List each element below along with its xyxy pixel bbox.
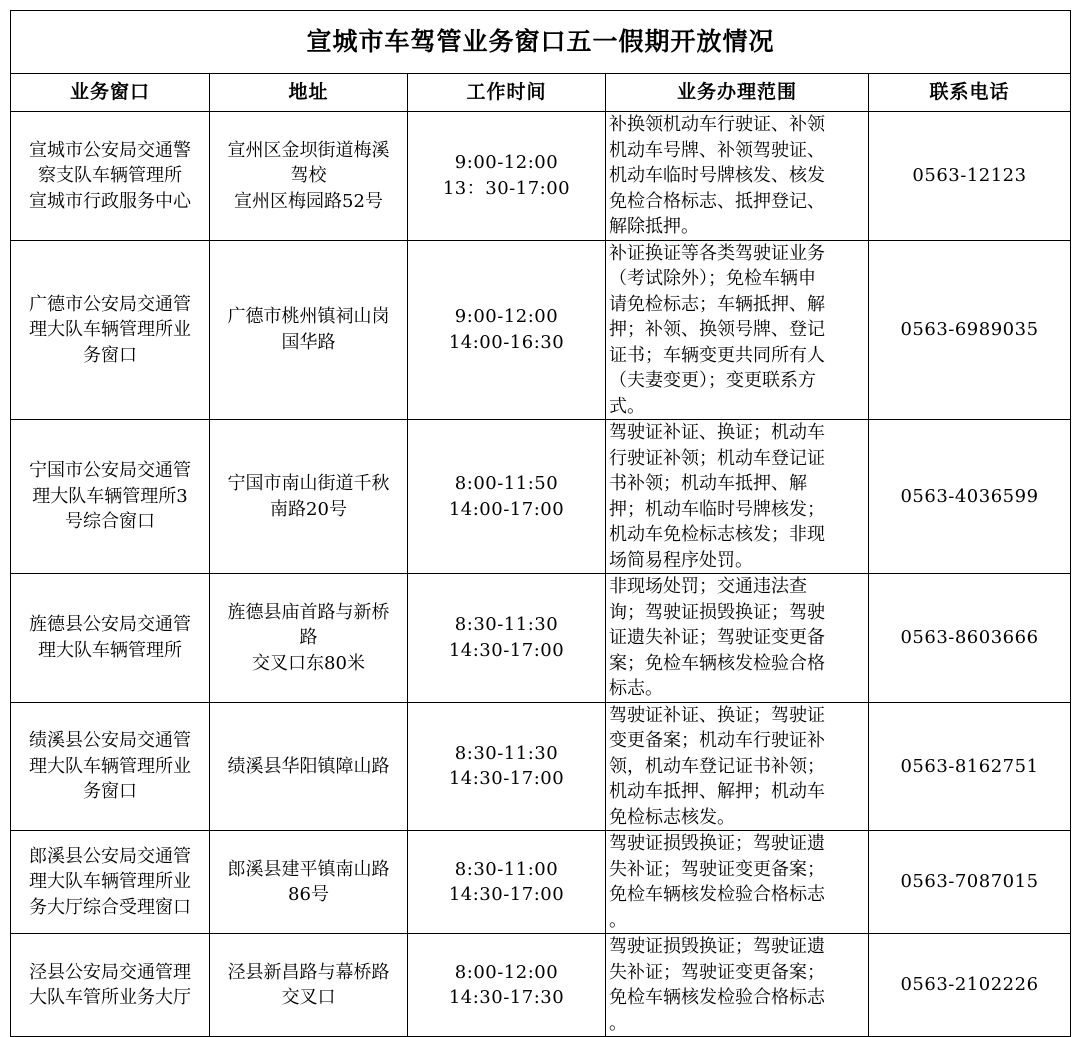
address-cell: [210, 420, 408, 574]
window-name-cell-line: 宣城市行政服务中心: [29, 190, 191, 212]
scope-cell-line: 书补领；机动车抵押、解: [609, 473, 807, 494]
scope-cell: [606, 112, 869, 241]
scope-cell-line: 标志。: [609, 678, 663, 699]
phone-cell: 0563-12123: [869, 112, 1071, 241]
hours-cell: [408, 240, 606, 420]
address-cell: [210, 831, 408, 934]
scope-cell-line: 非现场处罚；交通违法查: [609, 576, 807, 597]
phone-cell: 0563-8603666: [869, 574, 1071, 703]
window-name-cell-line: 宁国市公安局交通管: [29, 460, 191, 482]
window-name-cell-line: 绩溪县公安局交通管: [29, 730, 191, 751]
address-cell: [210, 112, 408, 241]
header-window: 业务窗口: [11, 74, 210, 112]
scope-cell-line: 驾驶证损毁换证；驾驶证遗: [609, 833, 825, 854]
hours-cell-line: 13：30-17:00: [442, 177, 571, 199]
scope-cell-line: 证书；车辆变更共同所有人: [609, 344, 825, 366]
address-cell-line: 绩溪县华阳镇障山路: [227, 755, 390, 777]
scope-cell-line: 驾驶证补证、换证；机动车: [609, 422, 825, 443]
window-name-cell: [11, 702, 210, 831]
header-hours: 工作时间: [408, 74, 606, 112]
table-row: [11, 420, 1071, 574]
scope-cell-line: 免检车辆核发检验合格标志: [609, 987, 825, 1008]
scope-cell-line: 解除抵押。: [609, 216, 699, 237]
address-cell-line: 宁国市南山街道千秋: [227, 473, 390, 494]
window-name-cell-line: 理大队车辆管理所: [38, 639, 182, 661]
hours-cell: [408, 702, 606, 831]
window-name-cell: [11, 574, 210, 703]
hours-cell-line: 14:30-17:00: [448, 884, 565, 905]
scope-cell-line: 。: [609, 909, 627, 931]
window-name-cell-line: 宣城市公安局交通警: [29, 139, 191, 161]
scope-cell-line: 驾驶证损毁换证；驾驶证遗: [609, 936, 825, 957]
phone-cell: 0563-4036599: [869, 420, 1071, 574]
header-row: [11, 74, 1071, 112]
window-name-cell: [11, 112, 210, 241]
window-name-cell-line: 理大队车辆管理所业: [29, 319, 191, 340]
scope-cell-line: 领，机动车登记证书补领；: [609, 755, 825, 777]
window-name-cell-line: 郎溪县公安局交通管: [29, 845, 191, 867]
hours-cell-line: 9:00-12:00: [454, 306, 559, 328]
scope-cell-line: 免检标志核发。: [609, 806, 735, 828]
scope-cell-line: 补证换证等各类驾驶证业务: [609, 242, 825, 264]
hours-cell-line: 8:30-11:30: [454, 742, 559, 764]
hours-cell: [408, 112, 606, 241]
hours-cell-line: 14:00-17:00: [448, 498, 565, 520]
scope-cell-line: 式。: [609, 395, 645, 417]
scope-cell-line: 场简易程序处罚。: [609, 549, 753, 571]
address-cell-line: 广德市桃州镇祠山岗: [227, 306, 390, 328]
table-row: [11, 112, 1071, 241]
scope-cell: [606, 420, 869, 574]
scope-cell-line: 机动车免检标志核发；非现: [609, 524, 825, 545]
window-name-cell-line: 理大队车辆管理所3: [32, 485, 188, 507]
address-cell-line: 宣州区梅园路52号: [234, 190, 383, 212]
address-cell-line: 南路20号: [270, 498, 347, 520]
window-name-cell-line: 务大厅综合受理窗口: [29, 896, 191, 918]
scope-cell: [606, 831, 869, 934]
scope-cell: [606, 574, 869, 703]
address-cell-line: 路: [299, 627, 318, 648]
scope-cell-line: 押；机动车临时号牌核发；: [609, 498, 825, 520]
table-title: 宣城市车驾管业务窗口五一假期开放情况: [11, 11, 1071, 74]
scope-cell-line: 案；免检车辆核发检验合格: [609, 652, 825, 674]
windows-table: [10, 10, 1071, 1037]
window-name-cell-line: 广德市公安局交通管: [29, 293, 191, 315]
scope-cell: [606, 934, 869, 1037]
address-cell-line: 交叉口: [281, 987, 336, 1008]
address-cell-line: 86号: [288, 884, 329, 905]
scope-cell-line: 补换领机动车行驶证、补领: [609, 114, 825, 135]
scope-cell-line: （考试除外）；免检车辆申: [609, 268, 816, 289]
window-name-cell-line: 理大队车辆管理所业: [29, 755, 191, 777]
window-name-cell: [11, 934, 210, 1037]
address-cell-line: 旌德县庙首路与新桥: [227, 601, 390, 623]
hours-cell: [408, 420, 606, 574]
hours-cell-line: 14:30-17:00: [448, 768, 565, 790]
window-name-cell-line: 务窗口: [83, 781, 137, 802]
scope-cell-line: 。: [609, 1012, 627, 1034]
hours-cell: [408, 574, 606, 703]
scope-cell: [606, 702, 869, 831]
scope-cell-line: 变更备案；机动车行驶证补: [609, 730, 825, 751]
table-row: [11, 574, 1071, 703]
scope-cell-line: 失补证；驾驶证变更备案；: [609, 858, 825, 880]
address-cell-line: 郎溪县建平镇南山路: [227, 858, 390, 880]
hours-cell-line: 9:00-12:00: [454, 152, 559, 174]
window-name-cell-line: 号综合窗口: [65, 511, 155, 533]
scope-cell-line: 机动车号牌、补领驾驶证、: [609, 139, 825, 161]
header-phone: 联系电话: [869, 74, 1071, 112]
scope-cell-line: 行驶证补领；机动车登记证: [609, 447, 825, 469]
scope-cell-line: 免检合格标志、抵押登记、: [609, 190, 825, 212]
window-name-cell: [11, 831, 210, 934]
scope-cell-line: 证遗失补证；驾驶证变更备: [609, 627, 825, 648]
header-scope: 业务办理范围: [606, 74, 869, 112]
table-row: [11, 240, 1071, 420]
window-name-cell-line: 泾县公安局交通管理: [29, 961, 191, 983]
scope-cell-line: 驾驶证补证、换证；驾驶证: [609, 704, 825, 726]
phone-cell: 0563-2102226: [869, 934, 1071, 1037]
window-name-cell-line: 务窗口: [83, 344, 137, 366]
window-name-cell-line: 理大队车辆管理所业: [29, 871, 191, 893]
hours-cell-line: 14:30-17:00: [448, 639, 565, 661]
scope-cell-line: 免检车辆核发检验合格标志: [609, 884, 825, 905]
hours-cell-line: 8:00-12:00: [454, 961, 559, 983]
scope-cell-line: 失补证；驾驶证变更备案；: [609, 961, 825, 983]
address-cell-line: 国华路: [281, 331, 336, 353]
table-row: [11, 702, 1071, 831]
address-cell: [210, 934, 408, 1037]
hours-cell-line: 14:30-17:30: [448, 987, 565, 1008]
hours-cell-line: 14:00-16:30: [448, 331, 565, 353]
table-row: [11, 934, 1071, 1037]
address-cell-line: 交叉口东80米: [252, 652, 365, 674]
address-cell: [210, 574, 408, 703]
scope-cell-line: 押；补领、换领号牌、登记: [609, 319, 825, 340]
address-cell-line: 驾校: [290, 165, 327, 186]
scope-cell-line: 询；驾驶证损毁换证；驾驶: [609, 601, 825, 623]
window-name-cell: [11, 420, 210, 574]
header-address: 地址: [210, 74, 408, 112]
address-cell-line: 宣州区金坝街道梅溪: [227, 139, 390, 161]
hours-cell-line: 8:00-11:50: [454, 473, 559, 494]
table-row: [11, 831, 1071, 934]
hours-cell: [408, 831, 606, 934]
window-name-cell: [11, 240, 210, 420]
window-name-cell-line: 察支队车辆管理所: [38, 165, 182, 186]
hours-cell-line: 8:30-11:30: [454, 614, 559, 636]
address-cell: [210, 240, 408, 420]
window-name-cell-line: 旌德县公安局交通管: [29, 614, 191, 636]
scope-cell-line: （夫妻变更）；变更联系方: [609, 370, 816, 391]
address-cell: [210, 702, 408, 831]
phone-cell: 0563-8162751: [869, 702, 1071, 831]
window-name-cell-line: 大队车管所业务大厅: [29, 987, 191, 1008]
table-body: [11, 112, 1071, 1037]
scope-cell-line: 请免检标志；车辆抵押、解: [609, 293, 825, 315]
hours-cell: [408, 934, 606, 1037]
scope-cell-line: 机动车抵押、解押；机动车: [609, 781, 825, 802]
phone-cell: 0563-6989035: [869, 240, 1071, 420]
scope-cell: [606, 240, 869, 420]
phone-cell: 0563-7087015: [869, 831, 1071, 934]
address-cell-line: 泾县新昌路与幕桥路: [227, 961, 390, 983]
hours-cell-line: 8:30-11:00: [454, 858, 559, 880]
scope-cell-line: 机动车临时号牌核发、核发: [609, 165, 825, 186]
